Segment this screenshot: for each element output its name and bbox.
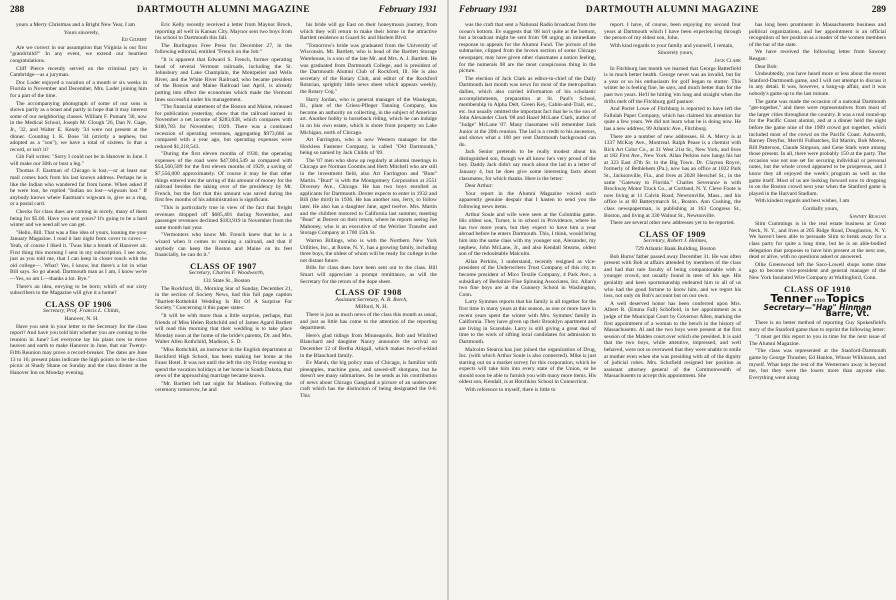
paragraph: We have received the following letter from Sawney Reagan: [749,49,886,62]
paragraph: A well deserved honor has been conferred upon Mrs. Albert R. (Emma Fall) Schofield, in her appointment as a judge of the Municipal Court by Governor Allen, marking the first appointment of a woman to the bench in the history of Massachusetts. Al and the two boys were present at the first session of the Malden court over which she presided. It is said that the two boys, while attentive, impressed, and well behaved, were not so overawed that they were unable to smile at mother even when she was presiding with all of the dignity of judicial robes. Mrs. Schofield resigned her position as assistant attorney general of the Commonwealth of Massachusetts to accept this appointment. She [604,300,741,380]
paragraph: The election of Jack Clark as editor-in-chief of the Daily Dartmouth last month was news for most of the metropolitan dailies, which also carried information of his scholastic accomplishments, preparation at St. Paul's School, membership in Alpha Delt, Green Key, Cabin-and-Trail, etc., etc. but usually omitted the important fact that he is the son of John Alexander Clark '08 and Hazel McLane Clark, author of "Judge" McLane '07. Many classmates will remember Jack Junior at the 20th reunion. The lad is a credit to his ancestors, and shows what a 100 per cent Dartmouth background can do. [459,75,596,148]
left-page [0,0,447,600]
closing: Sincerely yours, [657,50,694,57]
paragraph: There are several other new addresses yet to be reported. [610,220,735,227]
closing: Cordially yours, [802,206,839,213]
page-number: 289 [871,5,886,15]
paragraph: Cliff Pierce recently served on the criminal jury in Cambridge—as a juryman. [10,65,147,79]
paragraph: The '07 men who show up regularly at alumni meetings in Chicago are Norman Coombs and Herb Mitchell who are still in the investment field, also Art Farrington and "Bunt" Martin. "Bunt" is with the Montgomery Corporation at 2551 Diversey Ave., Chicago. He has two boys enrolled as applicants for Dartmouth. Dexter expects to enter in 1932 and Bill (the third) in 1936. He has another son, Jerry, to follow later. He also has a daughter Jane, aged twelve. Mrs. Martin and the children motored to California last summer, meeting "Bunt" at Denver on their return, where he reports seeing Joe Mahoney, who is an executive of the Weicker Transfer and Storage Company at 1700 15th St. [300,157,437,237]
page-number: 288 [10,5,25,15]
paragraph: Jack Senior pretends to be really modest about his distinguished son, though we all know he's very proud of the boy. Daddy Jack didn't say much about the lad in a letter of January 4, but he does give some interesting facts about classmates, for which thanks. Here is the letter: [459,149,596,182]
issue-date: February 1931 [459,5,518,15]
paragraph: yours a Merry Christmas and a Bright New Year, I am [16,22,135,28]
closing: Yours sincerely, [63,29,100,36]
left-column-2 [155,22,292,596]
tenner-topics-word: Topics [826,292,865,306]
paragraph: The accompanying photograph of some of our sons is shown partly as a boast and partly in hope that it may interest some of our neighboring classes. William F. Putnam '30, now in the Medical School, Joseph M. Clough '26, Dan N. Gage, Jr., '32, and Walter E. Kendy '34 were not present at the dinner. Counting I. K. Bose '34 (strictly a nephew, but adopted as a "son"), we have a total of sixteen. Is that a record, or isn't it? [10,100,147,153]
issue-date: February 1931 [378,5,437,15]
paragraph: "The financial statement of the Boston and Maine, released for publication yesterday, show that the railroad earned in November a net income of $283,038, which compares with $180,783 for November, 1929. There was a continued recession of operating revenues, aggregating $973,666 as compared with a year ago, but operating expenses were reduced $1,218,543. [155,104,292,150]
signature: Sawney Reagan [849,213,886,220]
paragraph: Slim Cummings is in the real estate business at Great Neck, N. Y., and lives at 205 Ridge Road, Douglaston, N. Y. We haven't been able to persuade Slim to break away for a class party for quite a long time, but he is an able-bodied delegation that proposes to have him present at the next one, dead or alive, with no questions asked or answered. [749,221,886,261]
paragraph: Bob Burns' father passed away December 31. He was often present with Bob at affairs attended by members of the class and had that rare faculty of being companionable with a younger crowd, not usually found in men of his age. His geniality and keen sportsmanship endeared him to all of us who had the good fortune to know him, and we regret his loss, not only on Bob's account but on our own. [604,253,741,300]
tenner-topics-word: Tenner [770,292,813,306]
paragraph: Doc Loder enjoyed a vacation of a month or six weeks in Florida in November and December, Mrs. Loder joining him for a part of the time. [10,79,147,99]
signature: Jack Clark [714,57,741,64]
paragraph: "During the first eleven months of 1930, the operating expenses of the road were $47,004,549 as compared with $54,560,589 for the first eleven months of 1929, a saving of $7,556,000 approximately. Of course it may be that other things entered into the saving of this amount of money for the railroad besides the taking over of the presidency by Mr. French, but the fact that this amount was saved during the first few months of his administration is significant. [155,151,292,204]
paragraph: Eric Kelly recently received a letter from Maynor Brock, reporting all well in Kansas City. Maynor sent two boys from his school to Dartmouth this fall. [155,22,292,42]
paragraph: Here's glad tidings from Minneapolis. Bob and Winifred Blanchard and daughter Nancy announce the arrival on December 12 of Bertha Abigail, which makes two-of-a-kind in the Blanchard family. [300,332,437,359]
paragraph: "Vermonters who know Mr. French knew that he is a wizard when it comes to running a railroad, and that if anybody can keep the Boston and Maine on its feet financially, he can do it." [155,232,292,259]
paragraph: In Fitchburg last month we learned that George Batterfield is in much better health. George never was an invalid, but for a year or so his enthusiasm for golf began to stutter. This winter he is feeling fine, he says, and much better than for the past two years. He'll be hitting 'em long and straight when the drifts melt off the Fitchburg golf pasture. [604,65,741,105]
paragraph: "This is particularly true in view of the fact that freight revenues dropped off $685,401 during November, and passenger revenues declined $183,919 in November from the same month last year. [155,205,292,231]
paragraph: With reference to myself, there is little to [465,387,556,394]
magazine-title: DARTMOUTH ALUMNI MAGAZINE [585,5,760,15]
class-heading-1907: CLASS OF 1907 [190,260,257,271]
paragraph: has long been prominent in Massachusetts business and political organizations, and her appointment is an official recognition of her position as a leader of the women members of the bar of the state. [749,22,886,48]
class-address: Hanover, N. H. [64,315,99,322]
tenner-topics-heading [749,292,886,319]
paragraph: The Burlington Free Press for December 27, in the following editorial, entitled "French on the Job:" [155,42,292,56]
right-column-3 [749,22,886,596]
left-column-3 [300,22,437,596]
class-address: 131 State St., Boston [202,277,251,284]
paragraph: Thomas F. Eastman of Chicago is lost,—or at least our mail comes back from his last known address. Perhaps he is like the Indian who wandered far from home. When asked if he were lost, he replied "Indian no lost—wigwam lost." If anybody knows where Eastman's wigwam is, give us a ring, or a postal card. [10,168,147,208]
paragraph: The Rockford, Ill., Morning Star of Sunday, December 21, in the section of Society News, had this full page caption "Bartlett-Rothehild Wedding Is Bit Of A Surprise For Society." Concerning it this paper states: [155,285,292,312]
paragraph: Ev Marsh, the big policy man of Chicago, is familiar with pineapples, machine guns, and sawed-off shotguns, but he doesn't see many submarines. So he sends as his contribution of news about Chicago Gangland a picture of an underwater craft which has the distinction of being designated the 0-8. This [300,360,437,400]
signature: Ed Gilbert [121,37,147,44]
paragraph: Allan Perkins, I understand, recently resigned as vice-president of the Underwriters Trust Company of this city to become president of Mico Textile Company, 4 Park Ave., a subsidiary of Berkshire Fine Spinning Associates, Inc. Allan's two fine boys are at the Gunnery School in Washington, Conn. [459,258,596,298]
salutation: Dear Bob: [755,63,778,70]
right-column-1 [459,22,596,596]
class-address: 729 Atlantic Bank Building, Boston [635,246,716,252]
paragraph: Undoubtedly, you have heard more or less about the recent Stanford-Dartmouth game, and I will not attempt to discuss it in any detail. It was, however, a bang-up affair, and it was nobody's game up to the last minute. [749,71,886,97]
class-heading-1908: CLASS OF 1908 [335,287,402,298]
class-secretary: Assistant Secretary, A. B. Rotch, [335,296,408,303]
left-page-header [10,5,437,19]
right-column-2 [604,22,741,596]
class-secretary: Secretary, Charles F. Woodworth, [188,270,265,277]
paragraph: Art Farrington, who is now Western manager for the Hockless Fastener Company, is called "Old Dartmouth," being so named by Jack Childs of '09. [300,137,437,157]
class-location: Barre, Vt. [825,309,870,319]
right-page [449,0,896,600]
paragraph: his bride will go East on their honeymoon journey, from which they will return to make their home in the attractive Bartlett residence at Guard St. and Harlem Blvd. [300,22,437,42]
left-columns [10,22,437,596]
paragraph: Harry Jordan, who is general manager of the Waukegan, Ill., plant of the Griess-Pfleger Tanning Company, has become an authority on collecting, in the subject of American art. Another hobby is horseback riding, which he can indulge in on his own estate, which is shore front property on Lake Michigan, north of Chicago. [300,96,437,136]
paragraph: The game was made the occasion of a national Dartmouth "get-together," and there were representatives from most of the larger cities throughout the country. It was a real round-up for the Pacific Coast alumni, and at a dinner held the night before the game nine of the 1909 crowd got together, which included most of the crowd on the Pacific Coast. Ashworth, Barney Dreyfus, Merrill Fulbatches, Ed Martin, Bob Moove, Bill Patterson, Claude Simpson, and Gene Stark were among those present. In all, there were probably 150 at the party. The occasion was not one set for securing individual or personal notes, but the whole crowd appeared to be prosperous, and I know they all enjoyed the week's program as well as the game itself. Most of us are looking forward now to dropping in on the Boston crowd next year when the Stanford game is played in the Harvard Stadium. [749,98,886,197]
paragraph: There's an idea, envying to be born; which of our sixty subscribers to the Magazine will give it a home? [10,283,147,297]
paragraph: report. I have, of course, been enjoying my second four years at Dartmouth which I have been experiencing through the person of my eldest son, John. [604,22,741,42]
class-heading-1909: CLASS OF 1909 [639,228,706,239]
paragraph: With kind regards to your family and yourself, I remain, [610,42,734,49]
paragraph: "I must get this report to you in time for the next issue of The Alumni Magazine. [749,334,886,347]
paragraph: There are a number of new addresses. H. A. Mercy is at 1337 McKay Ave., Montreal. Ralph Pease is a chemist with Rich Art Color Co., at 31 West 21st St., New York, and lives at 182 First Ave., New York. Allan Perkins now hangs his hat at 323 East 47th St. in the Big Town. Dr. Clayton Royce, formerly of Bethlehem (Pa.), now has an office at 1022 Park St., Jacksonville, Fla., and lives at 2028 Herschel St., in the same "Gateway to Florida." Charles Severance is with Brockway Motor Truck Co., at Cortland, N. Y. Cleve Foote is now living at 11 Calvin Road, Newtonville, Mass., and his office is at 60 Batterymarch St., Boston. Ann Cushing, the class newspaperman, is publishing at 163 Congress St., Boston, and living at 330 Walnut St., Newtonville. [604,133,741,219]
paragraph: Checks for class dues are coming in nicely, many of them being for $5.00. Have you sent yours? It's going to be a hard winter and we need all we can get. [10,209,147,229]
tenner-topics-year: 1910 [813,298,825,305]
paragraph: Have you sent in your letter to the Secretary for the class report? And have you told him whether you are coming to the reunion in June? Let everyone lay his plans now to move heaven and earth to make Hanover in June, that our Twenty-Fifth Reunion may prove a record-breaker. The dates are June 13 to 16; present plans indicate the high points to be the class picnic at Shady Shane on Sunday and the class dinner at the Hanover Inn on Monday evening. [10,323,147,376]
paragraph: Are we correct in our assumption that Virginia is our first "grandchild?" In any event, we extend our heartiest congratulations. [10,44,147,64]
paragraph: Bills for class dues have been sent out to the class. Bill Smart will appreciate a prompt remittance, as will the Secretary for the return of the dope sheet. [300,265,437,285]
paragraph: Arthur Soule and wife were seen at the Columbia game. His oldest son, Turner, is in school in Providence, where he has two more years, but they expect to have him a year abroad before he enters Dartmouth. This, I think, would bring him into the same class with my younger son, Alexander, my nephew, John McLane, Jr., and also Kendall Stearns, oldest son of the redoubtable Malcolm. [459,211,596,258]
paragraph: "Hello, Bill. That was a fine idea of yours, loaning me your January Magazine. I read it last night from cover to cover.—Yeah, of course I liked it. 'Twas like a breath of Hanover air. First thing this morning I sent in my subscription. I see now, just as you told me, that I can keep in closer touch with the old college—. What? Yes, I know, but there's a lot in what Bill says. So go ahead. Dartmouth man as I am, I know we're—Yes, so am I.—thanks a lot. Bye." [10,229,147,282]
paragraph: "Mr. Bartlett left last night for Madison. Following the ceremony tomorrow, he and [155,380,292,394]
paragraph: "The class was represented at the Stanford-Dartmouth game by George Thrasher, Ed Hanlon, Winsor Wilkinson, and myself. What kept the rest of the Westerners away is beyond me, but they were the losers more than anyone else. Everything went along [749,348,886,381]
salutation: Dear Arthur: [465,183,493,190]
paragraph: Malcolm Stearns has just joined the organization of Drug, Inc. (with which Arthur Soule is also connected). Mike is just starting out on a market survey for this corporation, which he expects will take him into every state of the Union, so he should soon be able to furnish you with many more items. His oldest son, Kendall, is at Hotchkiss School in Connecticut. [459,346,596,386]
paragraph: Ollie Greenwood left the Saco-Lowell shops some time ago to become vice-president and general manager of the New York Insulated Wire Company at Wallingford, Conn. [749,261,886,281]
class-heading-1906: CLASS OF 1906 [45,298,112,309]
paragraph: And Porter Lowe of Fitchburg is reported to have left the Fallulah Paper Company, which has claimed his attention for quite a few years. We did not learn what he is doing now. He has a new address, 99 Atlantic Ave., Fitchburg. [604,106,741,132]
paragraph: With kindest regards and best wishes, I am [755,198,850,205]
paragraph: "It is apparent that Edward S. French, former operating head of several Vermont railroads, including the St. Johnsbury and Lake Champlain, the Montpelier and Wells River, and the White River Railroad, who became president of the Boston and Maine Railroad last April, is already putting into effect the economies which made the Vermont lines successful under his management. [155,56,292,103]
class-address: Milford, N. H. [355,304,388,311]
paragraph: "Tomorrow's bride was graduated from the University of Wisconsin. Mr. Bartlett, who is head of the Bartlett Storage Warehouse, is a son of the late Mr. and Mrs. A. J. Bartlett. He was graduated from Dartmouth College, and is president of the Dartmouth Alumni Club of Rockford, Ill. He is also secretary of the Rotary Club, and editor of the Rockford Rotarian, sprightly little news sheet which appears weekly, the Rotary Cog." [300,42,437,95]
class-secretary: Secretary, Prof. Francis L. Childs, [43,308,120,315]
paragraph: Your report in the Alumni Magazine voiced such apparently genuine despair that I hasten to send you the following news items. [459,190,596,211]
class-heading-1910: CLASS OF 1910 [784,283,851,294]
paragraph: Gib Fall writes: "Sorry I could not be in Hanover in June. I will make our 30th or bust a leg." [10,154,147,167]
magazine-title: DARTMOUTH ALUMNI MAGAZINE [136,5,311,15]
class-secretary: Secretary—"Hap" Hinman [763,302,872,312]
paragraph: Warren Billings, who is with the Northern New York Utilities, Inc., at Rome, N. Y., has a growing family, including three boys, the oldest of whom will be ready for college in the not distant future. [300,238,437,264]
paragraph: "Miss Rothchild, an instructor in the English department at Rockford High School, has been making her home at the Faust Hotel. It was not until the left the city Friday evening to spend the vacation holidays at her home in South Dakota, that news of the approaching marriage became known. [155,346,292,380]
class-secretary: Secretary, Robert J. Holmes, [643,238,708,245]
paragraph: Larry Symmes reports that his family is all together for the first time in many years at this season, as one or more have in recent years spent the winter with Mrs. Symmes' family in California. They have given up their Brooklyn apartment and are living in Scarsdale. Larry is still giving a great deal of time to the work of sifting local candidates for admission to Dartmouth. [459,299,596,345]
paragraph: There is just as much news of the class this month as usual, and just as little has come to the attention of the reporting department. [300,311,437,332]
paragraph: was the craft that sent a National Radio broadcast from the ocean's bottom. Ev suggests that '08 isn't quite at the bottom, but a broadcast might be sent from '08 urging an immediate response to appeals for the Alumni Fund. The picture of the submarine, clipped from the brown section of some Chicago newspaper, may have given other classmates a notion feeling, for the numerals 08 are the most conspicuous thing in the picture. [459,22,596,75]
paragraph: "It will be with more than a little surprise, perhaps, that friends of Miss Helen Rothchild and of James Agard Bartlett will read this morning that their wedding is to take place Monday noon at the home of the bride's parents, Dr. and Mrs. Walter Allen Rothchild, Madison, S. D. [155,312,292,346]
left-column-1 [10,22,147,596]
paragraph: There is no better method of reporting Guy Spokesfield's story of the Stanford game than to reprint the following letter: [749,319,886,333]
right-columns [459,22,886,596]
right-page-header [459,5,886,19]
